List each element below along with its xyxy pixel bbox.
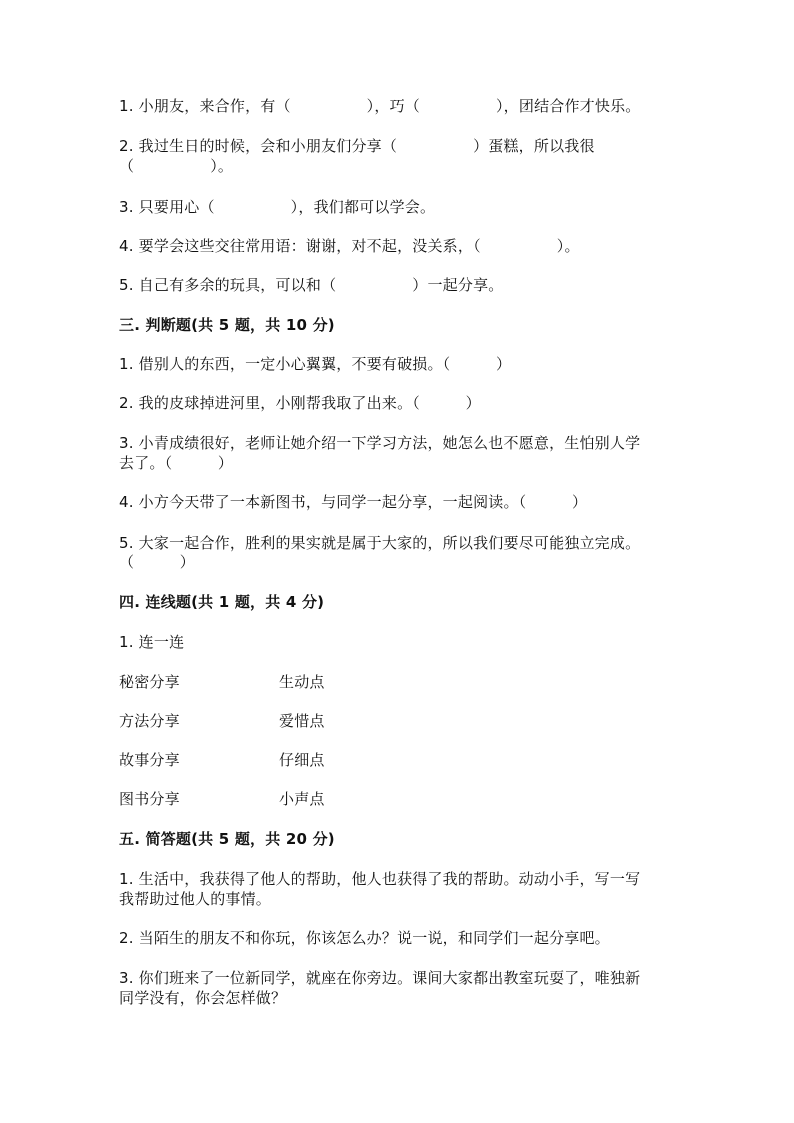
section-title-judgement: 三. 判断题(共 5 题，共 10 分) xyxy=(119,316,335,334)
judgement-question-2: 2. 我的皮球掉进河里，小刚帮我取了出来。（ ） xyxy=(119,394,481,412)
matching-left-item: 方法分享 xyxy=(119,712,180,730)
fill-blank-question-1: 1. 小朋友，来合作，有（ ），巧（ ），团结合作才快乐。 xyxy=(119,97,641,115)
matching-right-item: 仔细点 xyxy=(279,751,325,769)
short-answer-question-3-cont: 同学没有，你会怎样做？ xyxy=(119,989,287,1007)
short-answer-question-1: 1. 生活中，我获得了他人的帮助，他人也获得了我的帮助。动动小手，写一写 xyxy=(119,870,641,888)
judgement-question-5: 5. 大家一起合作，胜利的果实就是属于大家的，所以我们要尽可能独立完成。 xyxy=(119,534,641,552)
judgement-question-3: 3. 小青成绩很好，老师让她介绍一下学习方法，她怎么也不愿意，生怕别人学 xyxy=(119,434,641,452)
fill-blank-question-2-cont: （ ）。 xyxy=(119,157,234,175)
section-title-short-answer: 五. 简答题(共 5 题，共 20 分) xyxy=(119,830,335,848)
matching-left-item: 秘密分享 xyxy=(119,673,180,691)
judgement-question-5-cont: （ ） xyxy=(119,553,196,571)
judgement-question-1: 1. 借别人的东西，一定小心翼翼，不要有破损。（ ） xyxy=(119,355,512,373)
matching-right-item: 生动点 xyxy=(279,673,325,691)
fill-blank-question-3: 3. 只要用心（ ），我们都可以学会。 xyxy=(119,198,436,216)
short-answer-question-2: 2. 当陌生的朋友不和你玩，你该怎么办？说一说，和同学们一起分享吧。 xyxy=(119,929,610,947)
fill-blank-question-2: 2. 我过生日的时候，会和小朋友们分享（ ）蛋糕，所以我很 xyxy=(119,137,595,155)
fill-blank-question-5: 5. 自己有多余的玩具，可以和（ ）一起分享。 xyxy=(119,276,504,294)
short-answer-question-3: 3. 你们班来了一位新同学，就座在你旁边。课间大家都出教室玩耍了，唯独新 xyxy=(119,969,641,987)
judgement-question-4: 4. 小方今天带了一本新图书，与同学一起分享，一起阅读。（ ） xyxy=(119,493,588,511)
matching-left-item: 故事分享 xyxy=(119,751,180,769)
matching-right-item: 爱惜点 xyxy=(279,712,325,730)
section-title-matching: 四. 连线题(共 1 题，共 4 分) xyxy=(119,593,325,611)
matching-question: 1. 连一连 xyxy=(119,633,185,651)
short-answer-question-1-cont: 我帮助过他人的事情。 xyxy=(119,890,272,908)
judgement-question-3-cont: 去了。（ ） xyxy=(119,454,234,472)
matching-left-item: 图书分享 xyxy=(119,790,180,808)
matching-right-item: 小声点 xyxy=(279,790,325,808)
fill-blank-question-4: 4. 要学会这些交往常用语：谢谢，对不起，没关系，（ ）。 xyxy=(119,237,580,255)
